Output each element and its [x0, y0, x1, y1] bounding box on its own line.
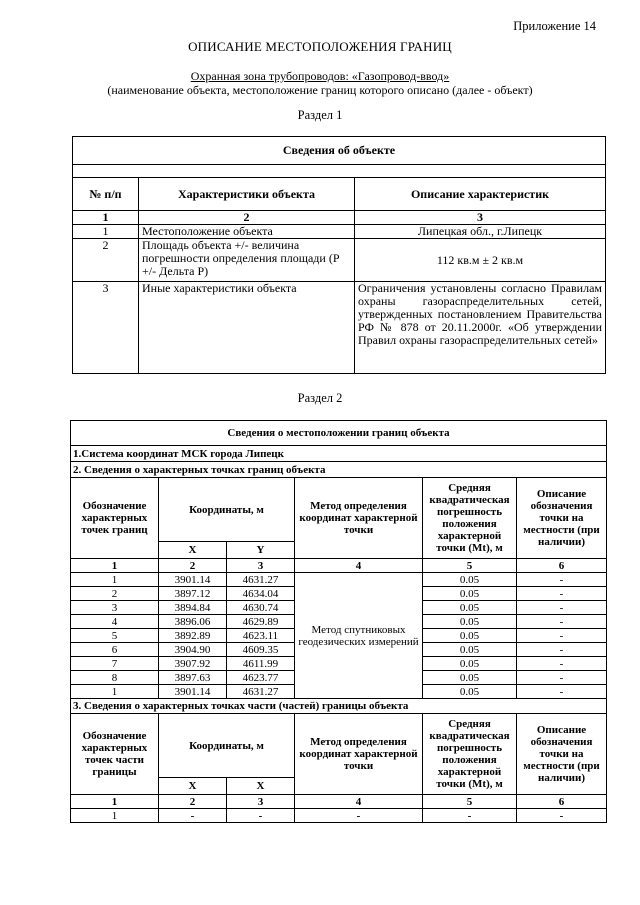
header-part-x: X: [159, 778, 227, 795]
point-y: 4630.74: [227, 601, 295, 615]
method-value: Метод спутниковых геодезических измерений: [295, 573, 423, 699]
header-description: Описание характеристик: [355, 178, 606, 211]
table-row: [73, 239, 606, 282]
point-accuracy: 0.05: [423, 587, 517, 601]
col-number: 1: [71, 559, 159, 573]
table-row: [73, 282, 606, 374]
point-accuracy: 0.05: [423, 643, 517, 657]
point-accuracy: 0.05: [423, 601, 517, 615]
point-description: -: [517, 587, 607, 601]
point-id: 6: [71, 643, 159, 657]
point-y: 4609.35: [227, 643, 295, 657]
point-y: 4623.11: [227, 629, 295, 643]
point-y: 4634.04: [227, 587, 295, 601]
point-description: -: [517, 685, 607, 699]
document-title: ОПИСАНИЕ МЕСТОПОЛОЖЕНИЯ ГРАНИЦ: [188, 39, 452, 54]
spacer-row: [73, 165, 606, 178]
object-name: Охранная зона трубопроводов: «Газопровод-ввод»: [190, 69, 450, 83]
part-point-accuracy: -: [423, 809, 517, 823]
col-number: 2: [159, 559, 227, 573]
point-id: 7: [71, 657, 159, 671]
point-x: 3897.12: [159, 587, 227, 601]
col-number: 6: [517, 795, 607, 809]
header-y: Y: [227, 542, 295, 559]
col-number: 6: [517, 559, 607, 573]
part-point-description: -: [517, 809, 607, 823]
header-num: № п/п: [73, 178, 139, 211]
col-number: 3: [227, 559, 295, 573]
header-point: Обозначение характерных точек границ: [71, 478, 159, 559]
point-x: 3901.14: [159, 573, 227, 587]
table-row: [73, 225, 606, 239]
header-part-method: Метод определения координат характерной точки: [295, 714, 423, 795]
header-part-coords: Координаты, м: [159, 714, 295, 778]
point-id: 4: [71, 615, 159, 629]
point-y: 4631.27: [227, 573, 295, 587]
boundary-location-table: [70, 420, 607, 823]
table-row: [71, 573, 607, 587]
header-method: Метод определения координат характерной точки: [295, 478, 423, 559]
coordinate-system: 1.Система координат МСК города Липецк: [71, 446, 607, 462]
object-info-table: [72, 136, 606, 374]
row-description: 112 кв.м ± 2 кв.м: [355, 239, 606, 282]
col-number: 3: [227, 795, 295, 809]
point-accuracy: 0.05: [423, 657, 517, 671]
header-part-y: X: [227, 778, 295, 795]
object-name-note: (наименование объекта, местоположение границ которого описано (далее - объект): [107, 83, 533, 97]
point-x: 3907.92: [159, 657, 227, 671]
row-description: Ограничения установлены согласно Правилам охраны газораспределительных сетей, утвержденных постановлением Правительства РФ № 878 от 20.11.2000г. «Об утверждении Правил охраны газораспределительных сетей»: [355, 282, 606, 374]
part-point-x: -: [159, 809, 227, 823]
header-part-description: Описание обозначения точки на местности (при наличии): [517, 714, 607, 795]
row-num: 2: [73, 239, 139, 282]
col-number: 5: [423, 559, 517, 573]
point-x: 3894.84: [159, 601, 227, 615]
point-id: 3: [71, 601, 159, 615]
point-id: 1: [71, 573, 159, 587]
section1-label: Раздел 1: [297, 108, 343, 122]
points-section-title: 2. Сведения о характерных точках границ объекта: [71, 462, 607, 478]
point-description: -: [517, 643, 607, 657]
point-description: -: [517, 671, 607, 685]
point-description: -: [517, 615, 607, 629]
point-description: -: [517, 601, 607, 615]
part-point-method: -: [295, 809, 423, 823]
col-number: 2: [159, 795, 227, 809]
point-x: 3901.14: [159, 685, 227, 699]
header-x: X: [159, 542, 227, 559]
point-accuracy: 0.05: [423, 615, 517, 629]
point-y: 4629.89: [227, 615, 295, 629]
header-characteristic: Характеристики объекта: [139, 178, 355, 211]
col-number: 2: [139, 211, 355, 225]
table-row: [71, 809, 607, 823]
point-accuracy: 0.05: [423, 685, 517, 699]
point-y: 4631.27: [227, 685, 295, 699]
point-x: 3904.90: [159, 643, 227, 657]
appendix-label: Приложение 14: [513, 19, 596, 33]
point-x: 3897.63: [159, 671, 227, 685]
section2-label: Раздел 2: [297, 391, 343, 405]
part-point-y: -: [227, 809, 295, 823]
point-x: 3896.06: [159, 615, 227, 629]
row-num: 3: [73, 282, 139, 374]
row-num: 1: [73, 225, 139, 239]
row-characteristic: Иные характеристики объекта: [139, 282, 355, 374]
point-accuracy: 0.05: [423, 573, 517, 587]
col-number: 5: [423, 795, 517, 809]
header-point-description: Описание обозначения точки на местности (при наличии): [517, 478, 607, 559]
point-y: 4611.99: [227, 657, 295, 671]
point-x: 3892.89: [159, 629, 227, 643]
header-part-point: Обозначение характерных точек части границы: [71, 714, 159, 795]
point-accuracy: 0.05: [423, 629, 517, 643]
col-number: 1: [73, 211, 139, 225]
part-points-section-title: 3. Сведения о характерных точках части (частей) границы объекта: [71, 699, 607, 714]
col-number: 1: [71, 795, 159, 809]
row-characteristic: Площадь объекта +/- величина погрешности определения площади (P +/- Дельта P): [139, 239, 355, 282]
row-characteristic: Местоположение объекта: [139, 225, 355, 239]
boundary-table-title: Сведения о местоположении границ объекта: [71, 421, 607, 446]
header-coords: Координаты, м: [159, 478, 295, 542]
point-description: -: [517, 657, 607, 671]
point-id: 2: [71, 587, 159, 601]
header-accuracy: Средняя квадратическая погрешность положения характерной точки (Mt), м: [423, 478, 517, 559]
col-number: 4: [295, 559, 423, 573]
point-y: 4623.77: [227, 671, 295, 685]
object-info-title: Сведения об объекте: [73, 137, 606, 165]
col-number: 3: [355, 211, 606, 225]
header-part-accuracy: Средняя квадратическая погрешность положения характерной точки (Mt), м: [423, 714, 517, 795]
point-accuracy: 0.05: [423, 671, 517, 685]
point-description: -: [517, 573, 607, 587]
row-description: Липецкая обл., г.Липецк: [355, 225, 606, 239]
point-id: 8: [71, 671, 159, 685]
point-description: -: [517, 629, 607, 643]
point-id: 5: [71, 629, 159, 643]
col-number: 4: [295, 795, 423, 809]
point-id: 1: [71, 685, 159, 699]
part-point-id: 1: [71, 809, 159, 823]
